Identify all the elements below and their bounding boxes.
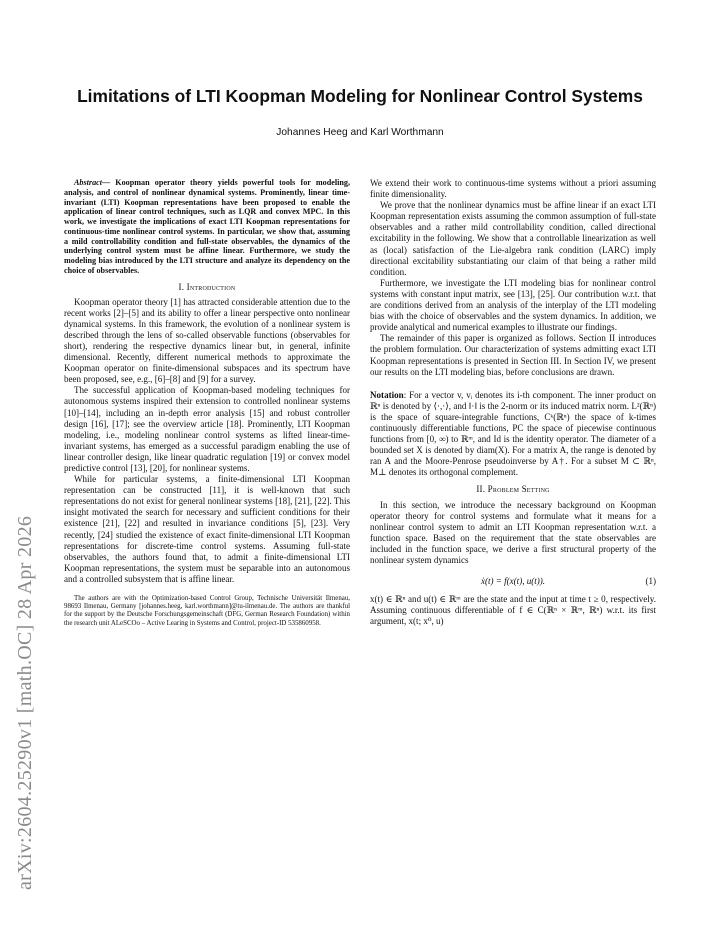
- intro-paragraph-1: Koopman operator theory [1] has attracted considerable attention due to the recent works [2]–[5] and its ability to offer a linear perspective onto nonlinear dynamical systems. In this framework, the evolution of a nonlinear system is described through the lens of so-called observable functions (observables for short), rendering the respective dynamics linear but, in general, infinite dimensional. Recently, different numerical methods to approximate the Koopman operator on finite-dimensional subspaces and its spectrum have been proposed, see, e.g., [6]–[8] and [9] for a survey.: [64, 296, 350, 385]
- setting-paragraph-2: x(t) ∈ ℝⁿ and u(t) ∈ ℝᵐ are the state and the input at time t ≥ 0, respectively. Assuming continuous differentiable of f ∈ C(ℝⁿ × ℝᵐ, ℝⁿ) w.r.t. its first argument, x(t; x⁰, u): [370, 594, 656, 627]
- right-column: [370, 178, 656, 627]
- affiliation-footnote: The authors are with the Optimization-based Control Group, Technische Universität Ilmenau, 98693 Ilmenau, Germany [johannes.heeg, karl.worthmann]@tu-ilmenau.de. The authors are thankful for the support by the Deutsche Forschungsgemeinschaft (DFG, German Research Foundation) within the research unit ALeSCOo – Active Learing in Systems and Control, project-ID 535860958.: [64, 595, 350, 627]
- right-paragraph-1: We extend their work to continuous-time systems without a priori assuming finite dimensionality.: [370, 178, 656, 200]
- abstract-text: — Koopman operator theory yields powerful tools for modeling, analysis, and control of nonlinear dynamical systems. Prominently, linear time-invariant (LTI) Koopman representations have been proposed to enable the application of linear control techniques, such as LQR and convex MPC. In this work, we investigate the implications of exact LTI Koopman representations for continuous-time nonlinear control systems. In particular, we show that, assuming a mild controllability condition and full-state observables, the dynamics of the underlying control system must be affine linear. Furthermore, we study the modeling bias introduced by the LTI structure and analyze its dependency on the choice of observables.: [64, 178, 350, 275]
- equation-1: [370, 572, 656, 592]
- notation-label: Notation: [370, 389, 404, 400]
- notation-paragraph: [370, 390, 656, 479]
- right-paragraph-2: We prove that the nonlinear dynamics must be affine linear if an exact LTI Koopman representation exists assuming the common assumption of full-state observables and a rather mild controllability condition, called directional excitability in the following. We show that a controllable linearization as well as (local) satisfaction of the Lie-algebra rank condition (LARC) imply directional excitability substantiating our claim of that being a rather mild condition.: [370, 200, 656, 277]
- section-heading-introduction: I. Introduction: [178, 281, 236, 292]
- arxiv-id-text: arXiv:2604.25290v1 [math.OC] 28 Apr 2026: [14, 515, 36, 890]
- abstract-label: Abstract: [74, 178, 102, 187]
- equation-1-text: ẋ(t) = f(x(t), u(t)).: [480, 576, 546, 587]
- setting-paragraph-1: In this section, we introduce the necessary background on Koopman operator theory for control systems and formulate what it means for a nonlinear control system to admit an LTI Koopman representation w.r.t. a function space. Based on the requirement that the state observables are included in the function space, we derive a first structural property of the nonlinear system dynamics: [370, 499, 656, 565]
- arxiv-identifier: [8, 515, 48, 890]
- right-paragraph-3: Furthermore, we investigate the LTI modeling bias for nonlinear control systems with constant input matrix, see [13], [25]. Our contribution w.r.t. that are conditions derived from an analysis of the interplay of the LTI modeling bias with the choice of observables and the system dynamics. In addition, we provide analytical and numerical examples to illustrate our findings.: [370, 277, 656, 333]
- intro-paragraph-3: While for particular systems, a finite-dimensional LTI Koopman representation can be constructed [11], it is well-known that such representations do not exist for general nonlinear systems [18], [21], [22]. This insight motivated the search for necessary and sufficient conditions for their existence [21], [22] and resulted in invariance conditions [5], [23]. Very recently, [24] studied the existence of exact finite-dimensional LTI Koopman representations for discrete-time control systems. Assuming full-state observables, the authors found that, to admit a finite-dimensional LTI Koopman representations, the system must be separable into an autonomous and a controlled subsystem that is affine linear.: [64, 474, 350, 584]
- left-column: [64, 178, 350, 628]
- paper-authors: Johannes Heeg and Karl Worthmann: [276, 127, 444, 138]
- notation-text: : For a vector v, vᵢ denotes its i-th component. The inner product on ℝⁿ is denoted by ⟨·,·⟩, and ‖·‖ is the 2-norm or its induced matrix norm. L²(ℝⁿ) is the space of square-integrable functions, Cᵏ(ℝⁿ) the space of k-times continuously differentiable functions, PC the space of piecewise continuous functions from [0, ∞) to ℝᵐ, and Id is the identity operator. The diameter of a bounded set X is denoted by diam(X). For a matrix A, the range is denoted by ran A and the Moore-Penrose pseudoinverse by A†. For a subset M ⊂ ℝⁿ, M⊥ denotes its orthogonal complement.: [370, 389, 656, 478]
- abstract: [64, 178, 350, 276]
- paper-title: Limitations of LTI Koopman Modeling for Nonlinear Control Systems: [77, 86, 643, 106]
- section-heading-problem-setting: II. Problem Setting: [476, 484, 550, 495]
- intro-paragraph-2: The successful application of Koopman-based modeling techniques for autonomous systems inspired their extension to controlled nonlinear systems [10]–[14], including an in-depth error analysis [15] and robust controller design [16], [17]; see the overview article [18]. Prominently, LTI Koopman modeling, i.e., modeling nonlinear control systems as lifted linear-time-invariant systems, has emerged as a successful paradigm enabling the use of linear controller design, like linear quadratic regulation [19] or convex model predictive control [13], [20], for nonlinear systems.: [64, 385, 350, 473]
- right-paragraph-4: The remainder of this paper is organized as follows. Section II introduces the problem formulation. Our characterization of systems admitting exact LTI Koopman representations is presented in Section III. In Section IV, we present our results on the LTI modeling bias, before conclusions are drawn.: [370, 333, 656, 377]
- equation-1-number: (1): [645, 576, 656, 587]
